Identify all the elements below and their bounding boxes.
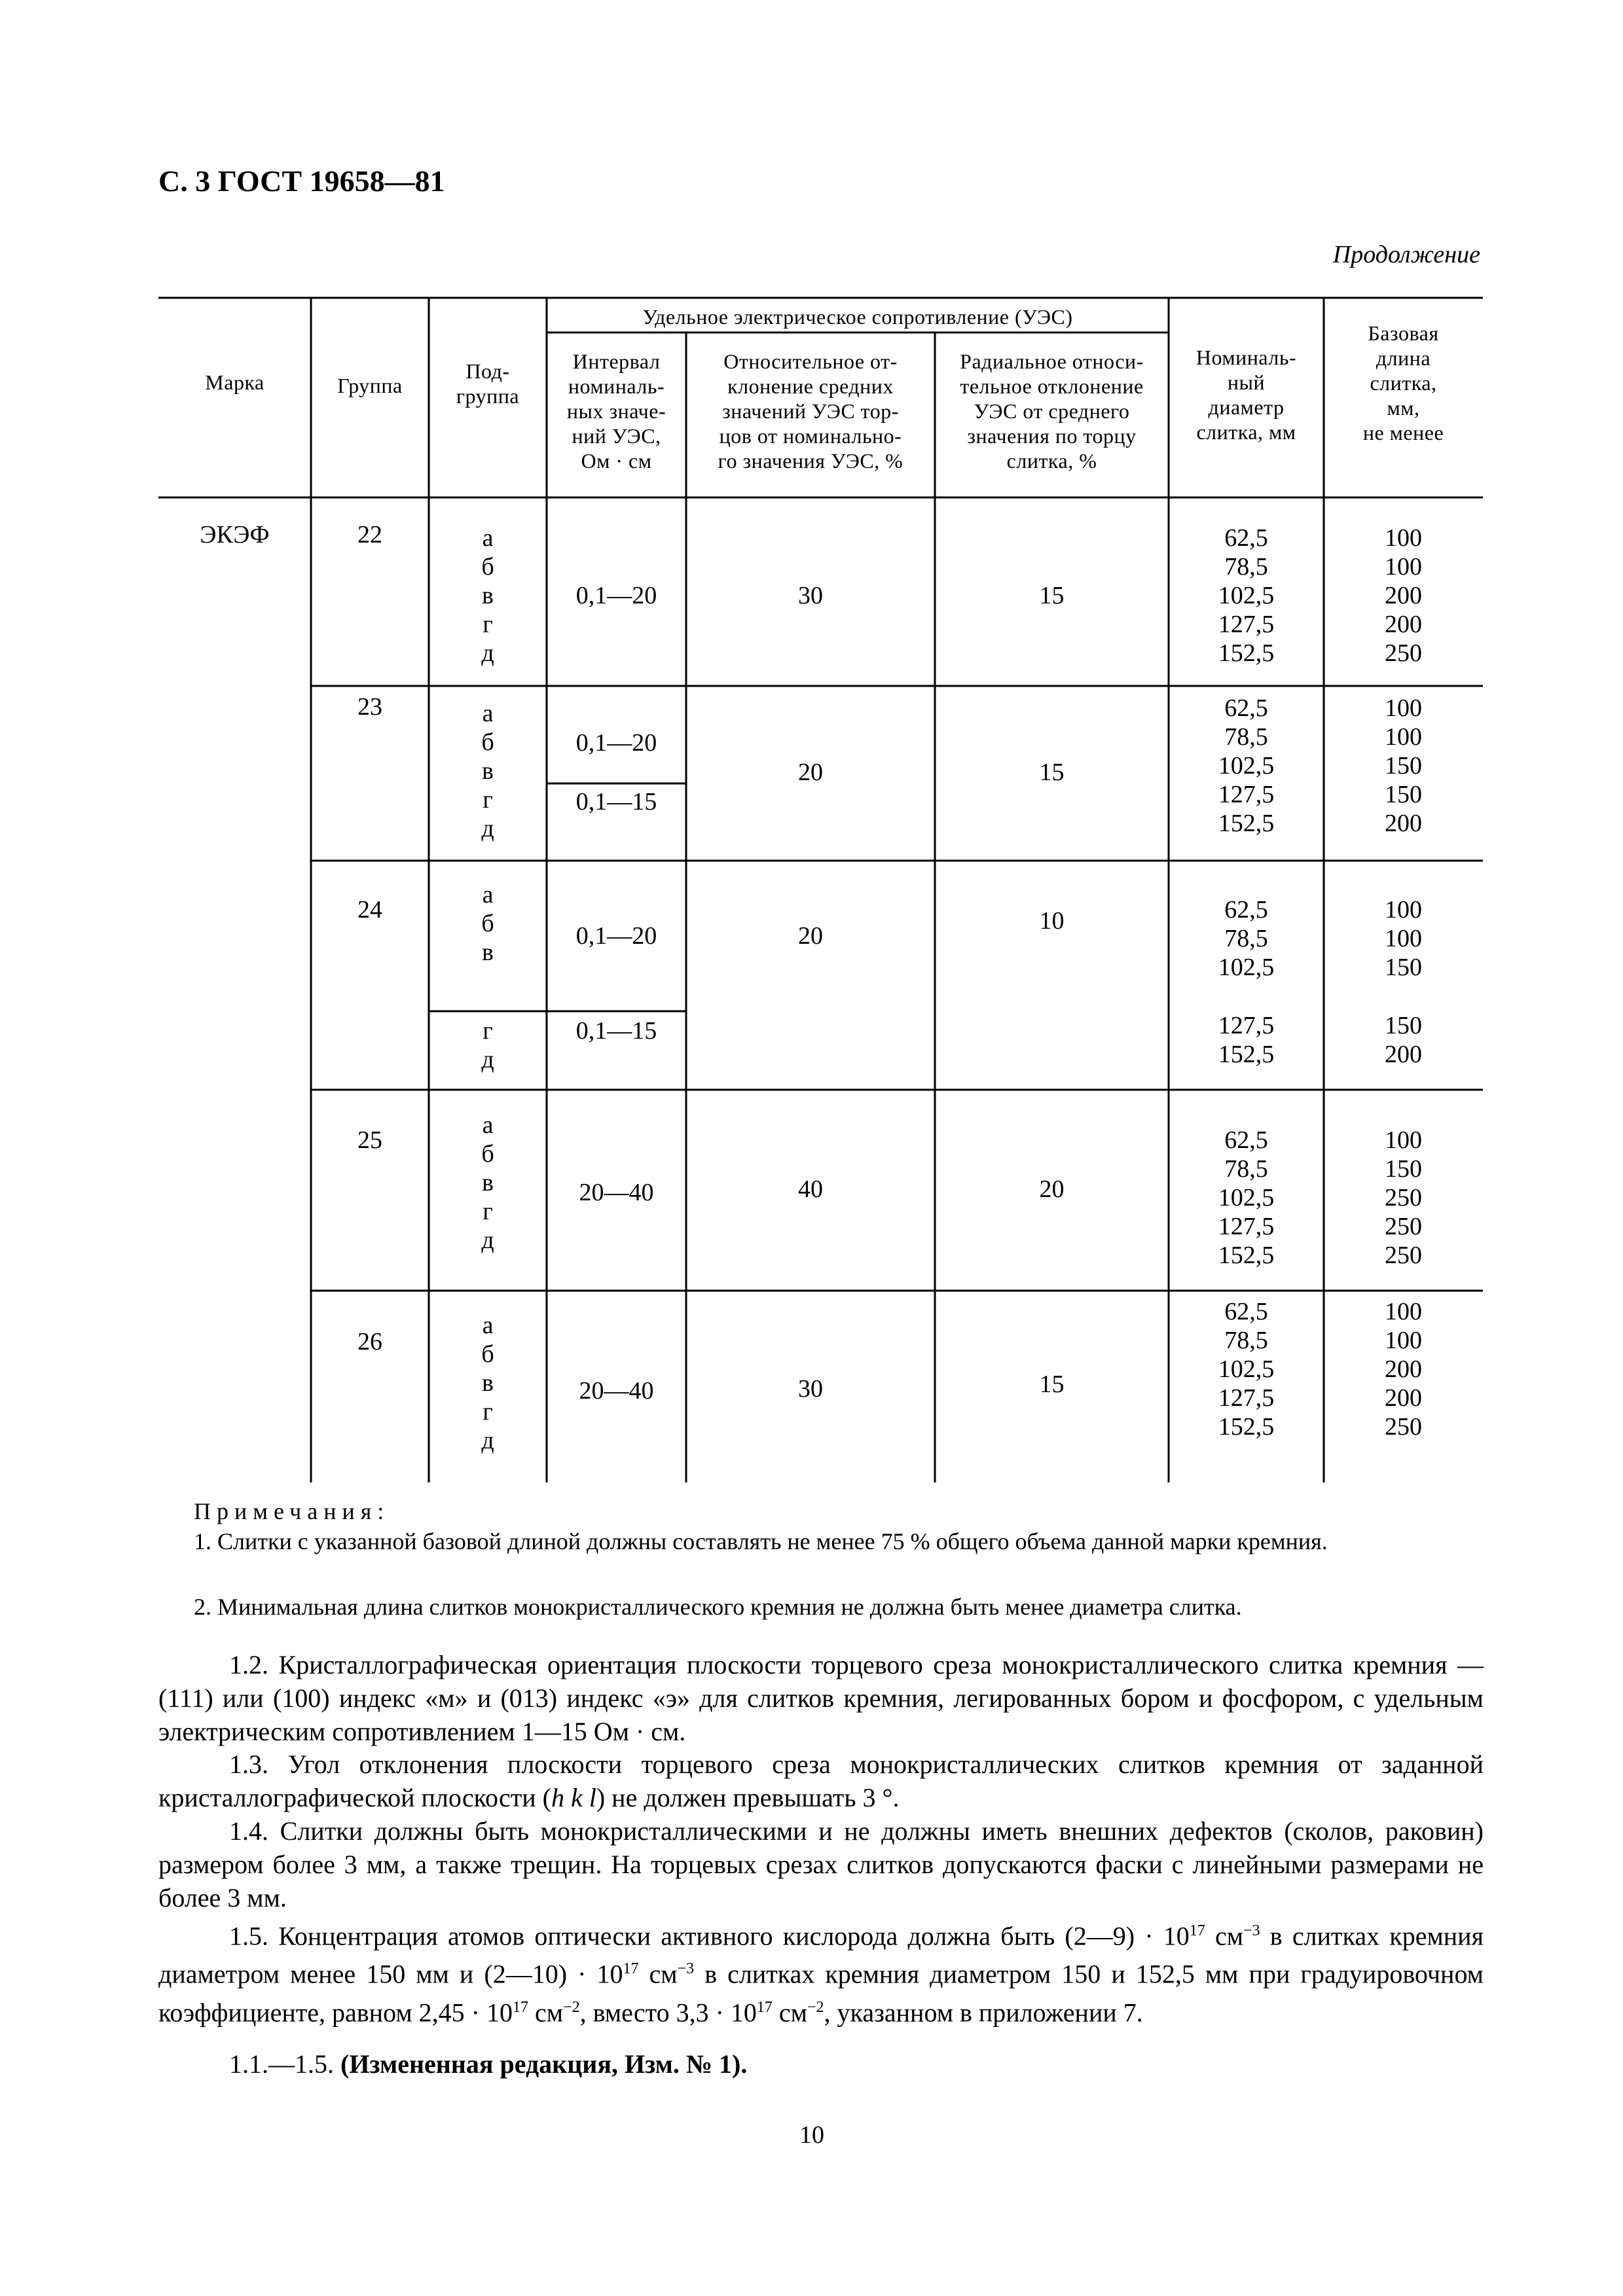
group-23-subgroups: а б в г д bbox=[481, 700, 494, 842]
paragraph-1-5 bbox=[158, 1914, 1484, 2029]
note-1: 1. Слитки с указанной базовой длиной должны составлять не менее 75 % общего объема данной марки кремния. bbox=[194, 1528, 1328, 1554]
p15-part-1: 1.5. Концентрация атомов оптически активного кислорода должна быть (2—9) · 10 bbox=[229, 1921, 1190, 1951]
group-23-diameters: 62,5 78,5 102,5 127,5 152,5 bbox=[1218, 694, 1275, 837]
group-26-number: 26 bbox=[357, 1328, 382, 1355]
amendment-prefix: 1.1.—1.5. bbox=[229, 2049, 340, 2079]
p15-part-9: , указанном в приложении 7. bbox=[824, 1997, 1143, 2027]
header-ues-group: Удельное электрическое сопротивление (УЭС) bbox=[642, 305, 1073, 329]
group-24-interval-2: 0,1—15 bbox=[575, 1017, 657, 1045]
p15-exp-1: 17 bbox=[1189, 1922, 1205, 1939]
group-24-diameters-2: 127,5 152,5 bbox=[1218, 1012, 1275, 1068]
p13-text-a: 1.3. Угол отклонения плоскости торцевого среза монокристаллических слитков кремния от заданной кристаллографической плоскости ( bbox=[158, 1749, 1484, 1812]
page-header-title: С. 3 ГОСТ 19658—81 bbox=[158, 164, 445, 198]
group-23-interval-1: 0,1—20 bbox=[575, 729, 657, 757]
group-25-radial: 20 bbox=[1039, 1175, 1065, 1203]
group-25-otnos: 40 bbox=[798, 1175, 823, 1203]
p15-part-6: см bbox=[528, 1997, 564, 2027]
group-24-lengths-1: 100 100 150 bbox=[1385, 896, 1422, 981]
p15-exp-5: 17 bbox=[512, 1998, 528, 2016]
group-24-subgroups-2: г д bbox=[481, 1017, 494, 1073]
group-26-radial: 15 bbox=[1039, 1371, 1065, 1398]
group-22-radial: 15 bbox=[1039, 582, 1065, 609]
p15-part-4: см bbox=[638, 1959, 678, 1989]
header-podgruppa: Под- группа bbox=[456, 359, 520, 408]
group-25-subgroups: а б в г д bbox=[481, 1111, 494, 1254]
header-otnos: Относительное от- клонение средних значений УЭС тор- цов от номинально- го значения УЭС, % bbox=[718, 350, 903, 473]
header-interval: Интервал номиналь- ных значе- ний УЭС, Ом · см bbox=[566, 350, 666, 473]
group-24-radial: 10 bbox=[1039, 907, 1065, 935]
p15-exp-4: −3 bbox=[677, 1960, 695, 1978]
group-26-interval: 20—40 bbox=[579, 1377, 654, 1405]
group-26-subgroups: а б в г д bbox=[481, 1312, 494, 1454]
group-22-lengths: 100 100 200 200 250 bbox=[1385, 524, 1422, 667]
p15-exp-7: 17 bbox=[756, 1998, 773, 2016]
p15-part-7: , вместо 3,3 · 10 bbox=[579, 1997, 757, 2027]
p15-exp-8: −2 bbox=[807, 1998, 824, 2016]
amendment-bold: (Измененная редакция, Изм. № 1). bbox=[340, 2049, 748, 2079]
marka-value: ЭКЭФ bbox=[200, 521, 270, 548]
group-22-number: 22 bbox=[357, 521, 382, 548]
paragraph-amendment bbox=[158, 2047, 1484, 2081]
group-23-interval-2: 0,1—15 bbox=[575, 788, 657, 816]
group-24-lengths-2: 150 200 bbox=[1385, 1012, 1422, 1068]
p15-exp-6: −2 bbox=[563, 1998, 580, 2016]
p13-hkl: h k l bbox=[551, 1783, 596, 1812]
p13-text-b: ) не должен превышать 3 °. bbox=[596, 1783, 900, 1812]
notes-title: Примечания: bbox=[194, 1498, 390, 1524]
header-diam: Номиналь- ный диаметр слитка, мм bbox=[1195, 346, 1297, 444]
group-23-number: 23 bbox=[357, 693, 382, 721]
p15-part-3: в слитках кремния диаметром менее 150 мм и (2—10) · 10 bbox=[158, 1921, 1484, 1989]
page-number: 10 bbox=[799, 2121, 824, 2149]
group-24-subgroups-1: а б в bbox=[481, 881, 494, 966]
group-24-number: 24 bbox=[357, 896, 382, 924]
note-2: 2. Минимальная длина слитков монокристаллического кремния не должна быть менее диаметра слитка. bbox=[194, 1594, 1242, 1620]
group-25-interval: 20—40 bbox=[579, 1179, 654, 1206]
p15-exp-3: 17 bbox=[623, 1960, 639, 1978]
group-22-otnos: 30 bbox=[798, 582, 823, 609]
p15-part-2: см bbox=[1205, 1921, 1244, 1951]
group-24-otnos: 20 bbox=[798, 922, 823, 950]
group-23-radial: 15 bbox=[1039, 759, 1065, 786]
group-22-interval: 0,1—20 bbox=[575, 582, 657, 609]
group-23-lengths: 100 100 150 150 200 bbox=[1385, 694, 1422, 837]
group-26-otnos: 30 bbox=[798, 1375, 823, 1403]
group-25-diameters: 62,5 78,5 102,5 127,5 152,5 bbox=[1218, 1126, 1275, 1269]
header-radial: Радиальное относи- тельное отклонение УЭС от среднего значения по торцу слитка, % bbox=[960, 350, 1144, 473]
header-gruppa: Группа bbox=[337, 374, 403, 397]
group-26-diameters: 62,5 78,5 102,5 127,5 152,5 bbox=[1218, 1298, 1275, 1441]
group-25-lengths: 100 150 250 250 250 bbox=[1385, 1126, 1422, 1269]
group-24-interval-1: 0,1—20 bbox=[575, 922, 657, 950]
p15-part-8: см bbox=[772, 1997, 807, 2027]
header-length: Базовая длина слитка, мм, не менее bbox=[1362, 321, 1444, 444]
paragraph-1-4: 1.4. Слитки должны быть монокристаллическими и не должны иметь внешних дефектов (сколов, раковин) размером более 3 мм, а также трещин. На торцевых срезах слитков допускаются фаски с линейными размерами не более 3 мм. bbox=[158, 1816, 1484, 1912]
group-22-subgroups: а б в г д bbox=[481, 524, 494, 667]
group-25-number: 25 bbox=[357, 1126, 382, 1154]
paragraph-1-3 bbox=[158, 1748, 1484, 1814]
group-26-lengths: 100 100 200 200 250 bbox=[1385, 1298, 1422, 1441]
group-24-diameters-1: 62,5 78,5 102,5 bbox=[1218, 896, 1275, 981]
group-22-diameters: 62,5 78,5 102,5 127,5 152,5 bbox=[1218, 524, 1275, 667]
header-marka: Марка bbox=[205, 370, 264, 394]
continuation-label: Продолжение bbox=[1332, 241, 1480, 268]
p15-exp-2: −3 bbox=[1243, 1922, 1260, 1939]
group-23-otnos: 20 bbox=[798, 759, 823, 786]
paragraph-1-2: 1.2. Кристаллографическая ориентация плоскости торцевого среза монокристаллического слитка кремния — (111) или (100) индекс «м» и (013) индекс «э» для слитков кремния, легированных бором и фосфором, с удельным электрическим сопротивлением 1—15 Ом · см. bbox=[158, 1650, 1484, 1746]
p15-part-5: в слитках кремния диаметром 150 и 152,5 мм при градуировочном коэффициенте, равном 2,45 · 10 bbox=[158, 1959, 1484, 2027]
